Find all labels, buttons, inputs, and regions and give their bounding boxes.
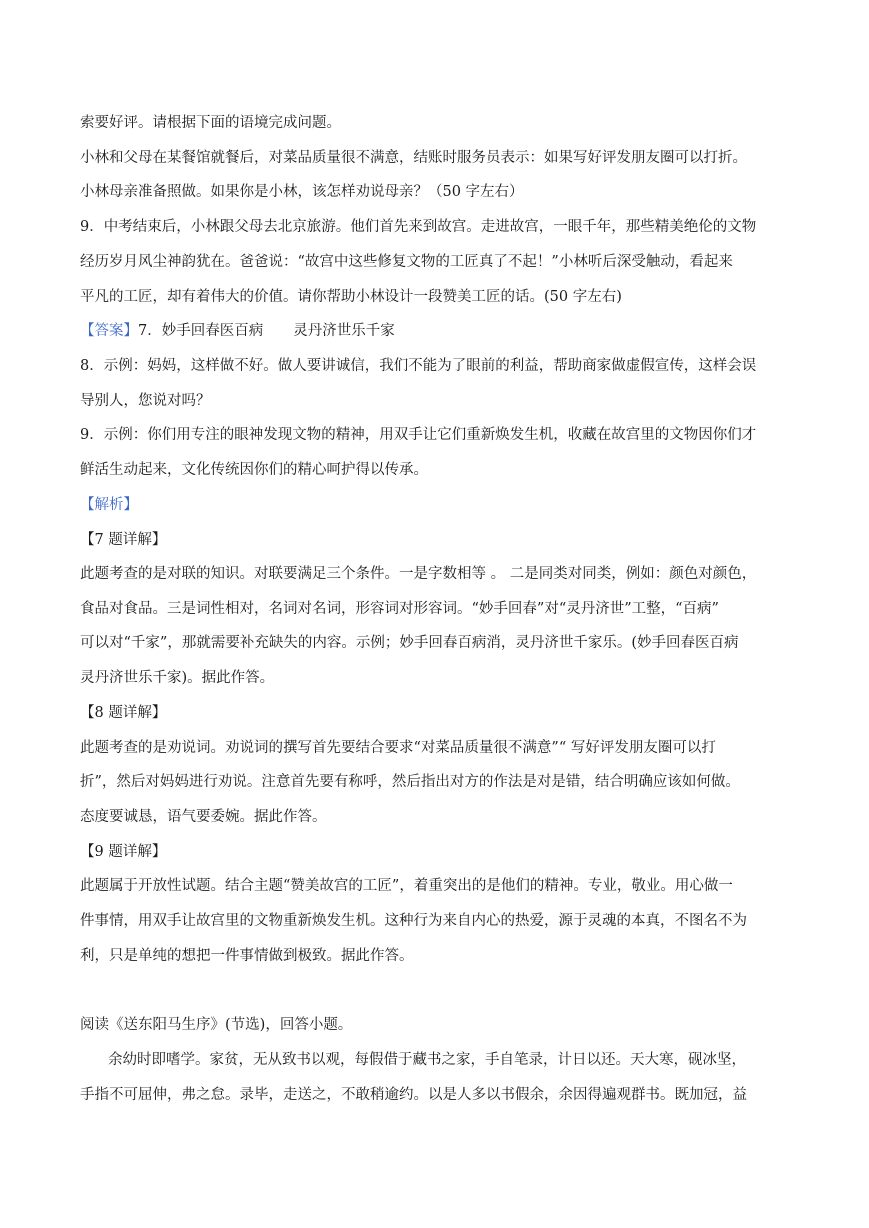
text-line: 平凡的工匠，却有着伟大的价值。请你帮助小林设计一段赞美工匠的话。(50 字左右) (80, 289, 622, 305)
answer-tag: 【答案】 (80, 323, 138, 339)
text-line: 折”，然后对妈妈进行劝说。注意首先要有称呼，然后指出对方的作法是对是错，结合明确应该如何做。 (80, 774, 740, 790)
section-heading-9: 【9 题详解】 (80, 844, 167, 860)
text-line: 此题考查的是对联的知识。对联要满足三个条件。一是字数相等 。 二是同类对同类，例如：颜色对颜色， (80, 566, 757, 582)
passage-line: 余幼时即嗜学。家贫，无从致书以观，每假借于藏书之家，手自笔录，计日以还。天大寒，砚冰坚， (108, 1052, 746, 1068)
answer-8-line: 8．示例：妈妈，这样做不好。做人要讲诚信，我们不能为了眼前的利益，帮助商家做虚假宣传，这样会误 (80, 358, 757, 374)
section-heading-7: 【7 题详解】 (80, 532, 167, 548)
text-line: 鲜活生动起来，文化传统因你们的精心呵护得以传承。 (80, 462, 428, 478)
section-heading-8: 【8 题详解】 (80, 705, 167, 721)
text-line: 此题考查的是劝说词。劝说词的撰写首先要结合要求“对菜品质量很不满意”“ 写好评发朋友圈可以打 (80, 740, 716, 756)
text-line: 小林母亲准备照做。如果你是小林，该怎样劝说母亲？（50 字左右） (80, 184, 524, 200)
text-line: 食品对食品。三是词性相对，名词对名词，形容词对形容词。“妙手回春”对“灵丹济世”工整，“百病” (80, 601, 719, 617)
text-line: 利，只是单纯的想把一件事情做到极致。据此作答。 (80, 948, 414, 964)
text-line: 导别人，您说对吗？ (80, 393, 211, 409)
text-line: 件事情，用双手让故宫里的文物重新焕发生机。这种行为来自内心的热爱，源于灵魂的本真，不图名不为 (80, 913, 747, 929)
passage-line: 手指不可屈伸，弗之怠。录毕，走送之，不敢稍逾约。以是人多以书假余，余因得遍观群书。既加冠，益 (80, 1087, 747, 1103)
analysis-tag: 【解析】 (80, 497, 138, 513)
text-line: 态度要诚恳，语气要委婉。据此作答。 (80, 809, 327, 825)
answer-7-part1: 7．妙手回春医百病 (138, 323, 264, 339)
text-line: 小林和父母在某餐馆就餐后，对菜品质量很不满意，结账时服务员表示：如果写好评发朋友圈可以打折。 (80, 150, 747, 166)
text-line: 可以对“千家”，那就需要补充缺失的内容。示例；妙手回春百病消，灵丹济世千家乐。(妙手回春医百病 (80, 635, 739, 651)
text-line: 此题属于开放性试题。结合主题“赞美故宫的工匠”，着重突出的是他们的精神。专业，敬业。用心做一 (80, 878, 733, 894)
answer-9-line: 9．示例：你们用专注的眼神发现文物的精神，用双手让它们重新焕发生机，收藏在故宫里的文物因你们才 (80, 427, 757, 443)
text-line: 灵丹济世乐千家)。据此作答。 (80, 670, 275, 686)
text-line: 索要好评。请根据下面的语境完成问题。 (80, 115, 341, 131)
answer-line (80, 321, 790, 341)
text-line: 经历岁月风尘神韵犹在。爸爸说：“故宫中这些修复文物的工匠真了不起！”小林听后深受触动，看起来 (80, 254, 733, 270)
reading-prompt: 阅读《送东阳马生序》(节选)，回答小题。 (80, 1017, 353, 1033)
answer-7-part2: 灵丹济世乐千家 (293, 323, 395, 339)
question-9-line: 9．中考结束后，小林跟父母去北京旅游。他们首先来到故宫。走进故宫，一眼千年，那些精美绝伦的文物 (80, 219, 757, 235)
